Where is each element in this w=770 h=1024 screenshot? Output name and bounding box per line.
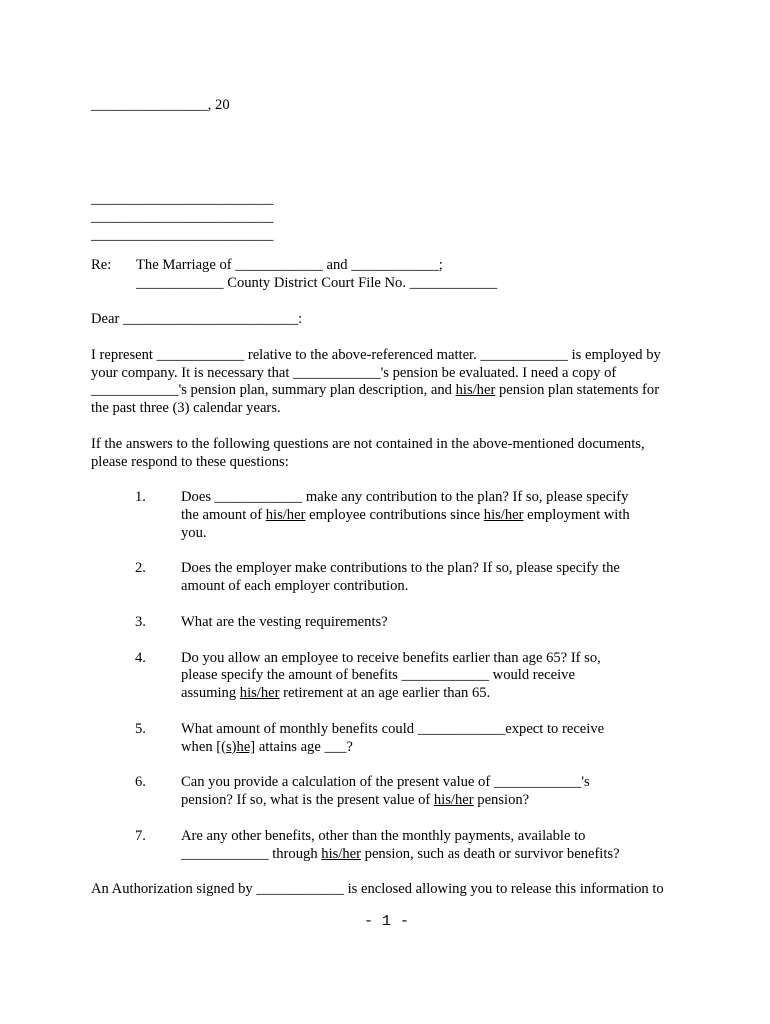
underlined-text: his/her xyxy=(483,507,524,523)
question-line: Can you provide a calculation of the present value of ____________'s xyxy=(181,774,590,790)
address-line: _________________________ xyxy=(91,227,274,243)
underlined-text: his/her xyxy=(455,382,496,398)
paragraph-line: I represent ____________ relative to the above-referenced matter. ____________ is employed by xyxy=(91,347,661,363)
closing-line: An Authorization signed by ____________ is enclosed allowing you to release this information to xyxy=(91,881,664,897)
question-line: assuming his/her retirement at an age earlier than 65. xyxy=(181,685,491,701)
question-line: the amount of his/her employee contributions since his/her employment with xyxy=(181,507,630,523)
question-number: 7. xyxy=(135,828,146,844)
question-number: 4. xyxy=(135,650,146,666)
question-number: 2. xyxy=(135,560,146,576)
question-line: when [(s)he] attains age ___? xyxy=(181,739,353,755)
underlined-text: his/her xyxy=(265,507,306,523)
date-line: ________________, 20 xyxy=(91,97,230,113)
question-number: 1. xyxy=(135,489,146,505)
underlined-text: [(s)he] xyxy=(216,739,256,755)
question-line: Does ____________ make any contribution to the plan? If so, please specify xyxy=(181,489,629,505)
question-line: pension? If so, what is the present value of his/her pension? xyxy=(181,792,530,808)
question-number: 3. xyxy=(135,614,146,630)
question-line: What amount of monthly benefits could ____________expect to receive xyxy=(181,721,605,737)
paragraph-line: your company. It is necessary that ____________'s pension be evaluated. I need a copy of xyxy=(91,365,617,381)
paragraph-line: ____________'s pension plan, summary plan description, and his/her pension plan statements for xyxy=(91,382,660,398)
question-line: Do you allow an employee to receive benefits earlier than age 65? If so, xyxy=(181,650,601,666)
question-line: you. xyxy=(181,525,207,541)
paragraph-line: please respond to these questions: xyxy=(91,454,289,470)
address-line: _________________________ xyxy=(91,191,274,207)
question-line: Are any other benefits, other than the monthly payments, available to xyxy=(181,828,586,844)
page-number: - 1 - xyxy=(364,913,410,930)
question-line: ____________ through his/her pension, such as death or survivor benefits? xyxy=(181,846,620,862)
underlined-text: his/her xyxy=(433,792,474,808)
re-line-2: ____________ County District Court File No. ____________ xyxy=(136,275,498,291)
question-line: What are the vesting requirements? xyxy=(181,614,388,630)
address-line: _________________________ xyxy=(91,209,274,225)
re-line-1: The Marriage of ____________ and ____________; xyxy=(136,257,443,273)
re-label: Re: xyxy=(91,257,112,273)
salutation: Dear ________________________: xyxy=(91,311,303,327)
underlined-text: his/her xyxy=(321,846,361,862)
underlined-text: his/her xyxy=(239,685,280,701)
question-number: 5. xyxy=(135,721,146,737)
paragraph-line: the past three (3) calendar years. xyxy=(91,400,281,416)
question-number: 6. xyxy=(135,774,146,790)
question-line: Does the employer make contributions to the plan? If so, please specify the xyxy=(181,560,620,576)
question-line: amount of each employer contribution. xyxy=(181,578,409,594)
paragraph-line: If the answers to the following questions are not contained in the above-mentioned documents, xyxy=(91,436,645,452)
question-line: please specify the amount of benefits ____________ would receive xyxy=(181,667,575,683)
